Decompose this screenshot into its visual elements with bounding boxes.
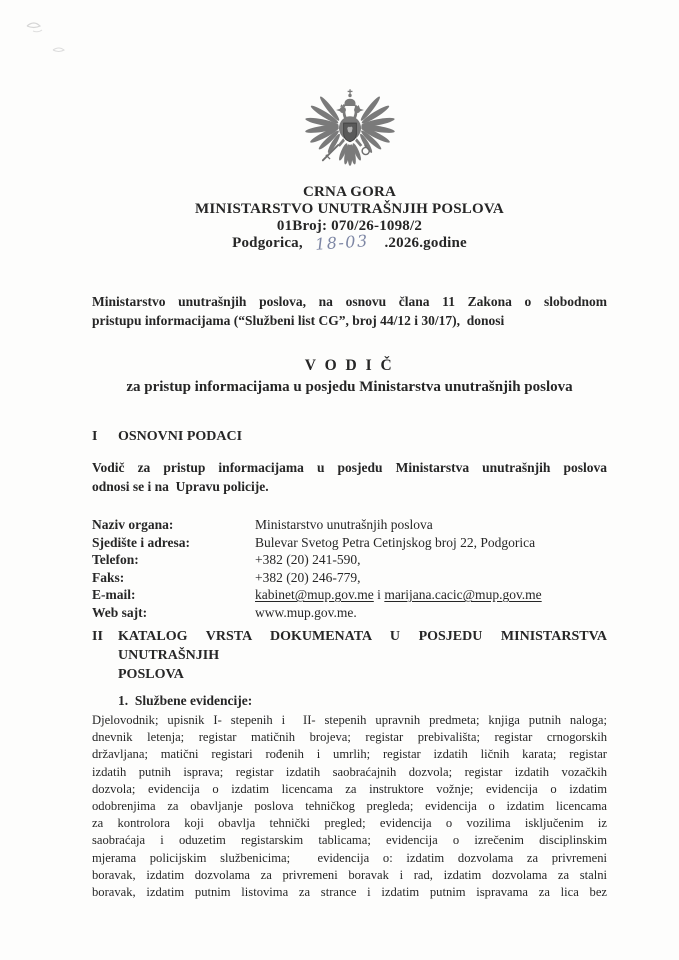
paragraph-line: dnevnik letenja; registar matičnih brojeva; registar prebivališta; registar crnogorskih [92, 730, 607, 745]
montenegro-coat-of-arms-icon [92, 84, 607, 179]
contact-value: Bulevar Svetog Petra Cetinjskog broj 22, Podgorica [255, 534, 536, 550]
letterhead [92, 184, 607, 252]
contact-label: E-mail: [92, 587, 136, 602]
document-subtitle: za pristup informacijama u posjedu Ministarstva unutrašnjih poslova [126, 379, 573, 395]
paragraph-line: Djelovodnik; upisnik I- stepenih i II- stepenih upravnih predmeta; knjiga putnih naloga; [92, 713, 607, 727]
contact-row [92, 534, 607, 552]
section-2-title-line-1: KATALOG VRSTA DOKUMENATA U POSJEDU MINISTARSTVA UNUTRAŠNJIH [118, 629, 607, 663]
contact-row [92, 604, 607, 622]
paragraph-line: boravak, izdatim dozvolama za privremeni boravak i rad, izdatim dozvolama za stalni [92, 867, 607, 882]
contact-value [255, 586, 607, 604]
section-2-heading-row [92, 627, 607, 665]
handwritten-date: 18-03 [314, 231, 370, 254]
section-2-number: II [92, 629, 103, 644]
intro-line: Ministarstvo unutrašnjih poslova, na osnovu člana 11 Zakona o slobodnom [92, 294, 607, 309]
paragraph-line: izdatih putnih isprava; registar izdatih saobraćajnih dozvola; registar izdatih vozačkih [92, 764, 607, 779]
contact-value: +382 (20) 246-779, [255, 569, 361, 585]
contact-value: +382 (20) 241-590, [255, 552, 361, 567]
email-link-secondary: marijana.cacic@mup.gov.me [384, 587, 542, 602]
section-2-heading [92, 627, 607, 684]
contact-label: Telefon: [92, 552, 139, 567]
section-1-title: OSNOVNI PODACI [118, 429, 243, 444]
document-title: V O D I Č [304, 357, 395, 374]
subsection-heading: 1. Službene evidencije: [118, 693, 253, 708]
paragraph-line: za kontrolora koji obavlja tehnički pregled; evidencija o vozilima isključenim iz [92, 816, 607, 831]
contact-row [92, 516, 607, 534]
intro-paragraph [92, 292, 607, 330]
records-catalog-paragraph [92, 712, 607, 901]
section-1-heading [92, 428, 607, 445]
email-separator: i [373, 587, 385, 602]
paragraph-line: saobraćaja i oduzetim registarskim tablicama; evidencija o izrečenim disciplinskim [92, 833, 607, 848]
paragraph-line: boravak, izdatim putnim listovima za strance i izdatim putnim ispravama za lica bez [92, 885, 607, 900]
place-label: Podgorica, [232, 235, 303, 251]
contact-row [92, 569, 607, 587]
country-name: CRNA GORA [302, 184, 397, 200]
contact-value: Ministarstvo unutrašnjih poslova [255, 517, 433, 532]
date-suffix: .2026.godine [384, 235, 467, 251]
document-title-block [92, 356, 607, 397]
paragraph-line: odnosi se i na Upravu policije. [92, 479, 269, 494]
ministry-name: MINISTARSTVO UNUTRAŠNJIH POSLOVA [195, 201, 504, 217]
intro-line: pristupu informacijama (“Službeni list CG”, broj 44/12 i 30/17), donosi [92, 313, 505, 328]
contact-label: Faks: [92, 569, 125, 585]
paragraph-line: državljana; matični registari rođenih i umrlih; registar izdatih ličnih karata; registar [92, 747, 607, 762]
contact-label: Sjedište i adresa: [92, 534, 190, 550]
contact-label: Naziv organa: [92, 517, 174, 532]
section-1-number: I [92, 429, 98, 444]
document-number: 01Broj: 070/26-1098/2 [276, 218, 423, 234]
paragraph-line: mjerama policijskim službenicima; evidencija o: izdatim dozvolama za privremeni [92, 850, 607, 865]
section-1-paragraph [92, 458, 607, 496]
section-2-title-line-2: POSLOVA [118, 667, 184, 682]
contact-row-email [92, 586, 607, 604]
contact-row [92, 551, 607, 569]
paragraph-line: dozvola; evidencija o izdatim licencama za instruktore vožnje; evidencija o izdatim [92, 781, 607, 796]
contact-label: Web sajt: [92, 604, 148, 620]
contact-details [92, 516, 607, 621]
contact-value: www.mup.gov.me. [255, 604, 357, 620]
date-line [92, 231, 607, 254]
paragraph-line: odobrenjima za obavljanje poslova tehničkog pregleda; evidencija o izdatim licencama [92, 799, 607, 814]
paragraph-line: Vodič za pristup informacijama u posjedu Ministarstva unutrašnjih poslova [92, 460, 607, 475]
email-link-primary: kabinet@mup.gov.me [255, 587, 374, 602]
